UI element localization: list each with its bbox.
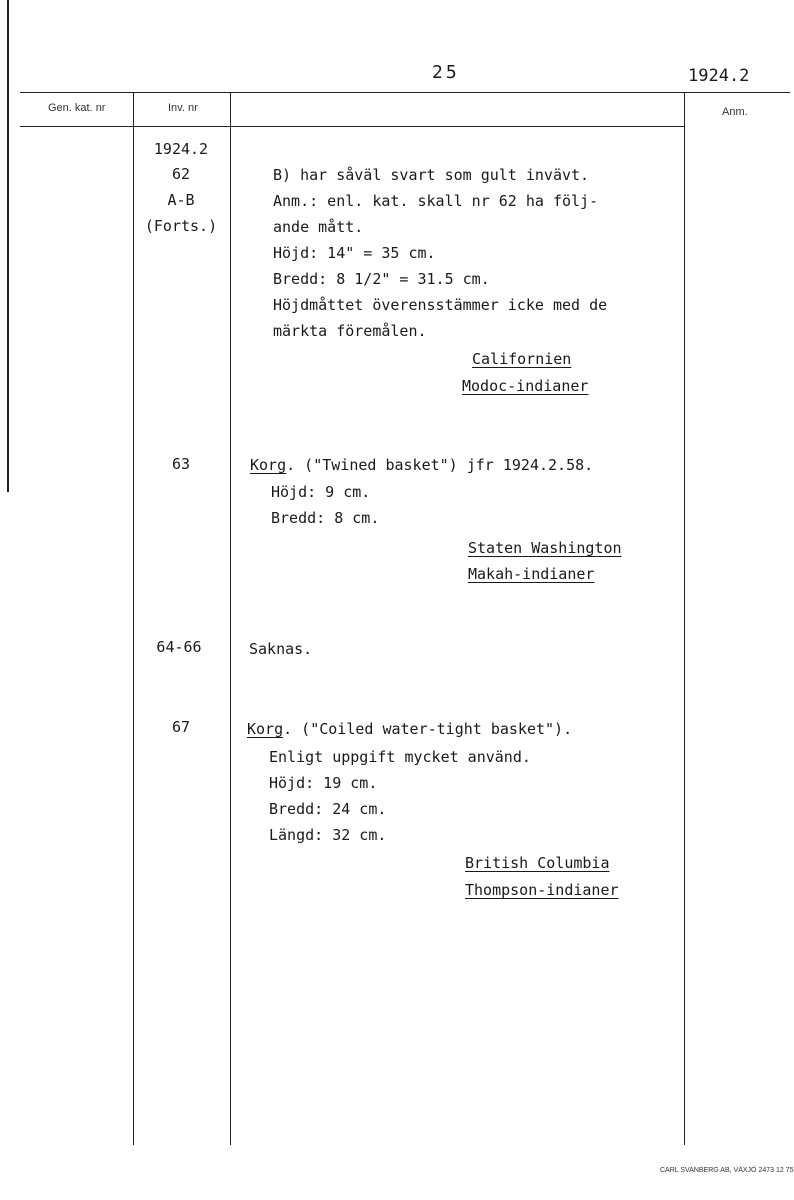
entry-location-region: British Columbia: [465, 854, 610, 872]
entry-text-line: Anm.: enl. kat. skall nr 62 ha följ-: [273, 192, 599, 210]
entry-location-people: Makah-indianer: [468, 565, 595, 583]
object-description: . ("Twined basket") jfr 1924.2.58.: [286, 456, 594, 474]
inv-number: 62: [171, 165, 191, 183]
inv-number: 63: [171, 455, 191, 473]
header-top-rule: [20, 92, 790, 93]
entry-text-line: Höjd: 9 cm.: [271, 483, 371, 501]
header-bottom-rule: [20, 126, 684, 127]
column-header-gen-kat-nr: Gen. kat. nr: [48, 102, 106, 114]
entry-text-line: Bredd: 24 cm.: [269, 800, 387, 818]
entry-text-line: Höjdmåttet överensstämmer icke med de: [273, 296, 608, 314]
entry-text-line: märkta föremålen.: [273, 322, 427, 340]
entry-text-line: Saknas.: [249, 640, 313, 658]
entry-location-region: Staten Washington: [468, 539, 622, 557]
entry-text-line: Bredd: 8 1/2" = 31.5 cm.: [273, 270, 490, 288]
entry-text-line: ande mått.: [273, 218, 364, 236]
inv-number: A-B: [167, 191, 195, 209]
column-divider-3: [684, 92, 685, 1145]
entry-text-line: Enligt uppgift mycket använd.: [269, 748, 531, 766]
entry-text-line: Längd: 32 cm.: [269, 826, 387, 844]
left-margin-bar: [7, 0, 9, 492]
entry-location-region: Californien: [472, 350, 572, 368]
column-header-anm: Anm.: [722, 106, 748, 118]
printer-name: CARL SVANBERG AB, VÄXJÖ: [660, 1167, 757, 1174]
entry-title-line: [250, 456, 593, 474]
inv-number: 64-66: [156, 638, 202, 656]
printer-imprint: [660, 1167, 793, 1174]
entry-location-people: Thompson-indianer: [465, 881, 619, 899]
column-divider-2: [230, 92, 231, 1145]
entry-text-line: Höjd: 14" = 35 cm.: [273, 244, 436, 262]
column-header-inv-nr: Inv. nr: [168, 102, 198, 114]
inv-number: 67: [171, 718, 191, 736]
entry-text-line: Höjd: 19 cm.: [269, 774, 378, 792]
inv-number: (Forts.): [144, 217, 218, 235]
column-divider-1: [133, 92, 134, 1145]
catalog-reference: 1924.2: [688, 66, 750, 86]
object-description: . ("Coiled water-tight basket").: [283, 720, 573, 738]
page-number: 25: [432, 62, 460, 83]
inv-number: 1924.2: [153, 140, 209, 158]
entry-text-line: B) har såväl svart som gult invävt.: [273, 166, 590, 184]
form-code: 2473 12 75: [758, 1167, 794, 1174]
entry-text-line: Bredd: 8 cm.: [271, 509, 380, 527]
object-type: Korg: [250, 456, 287, 474]
object-type: Korg: [247, 720, 284, 738]
entry-title-line: [247, 720, 572, 738]
entry-location-people: Modoc-indianer: [462, 377, 589, 395]
